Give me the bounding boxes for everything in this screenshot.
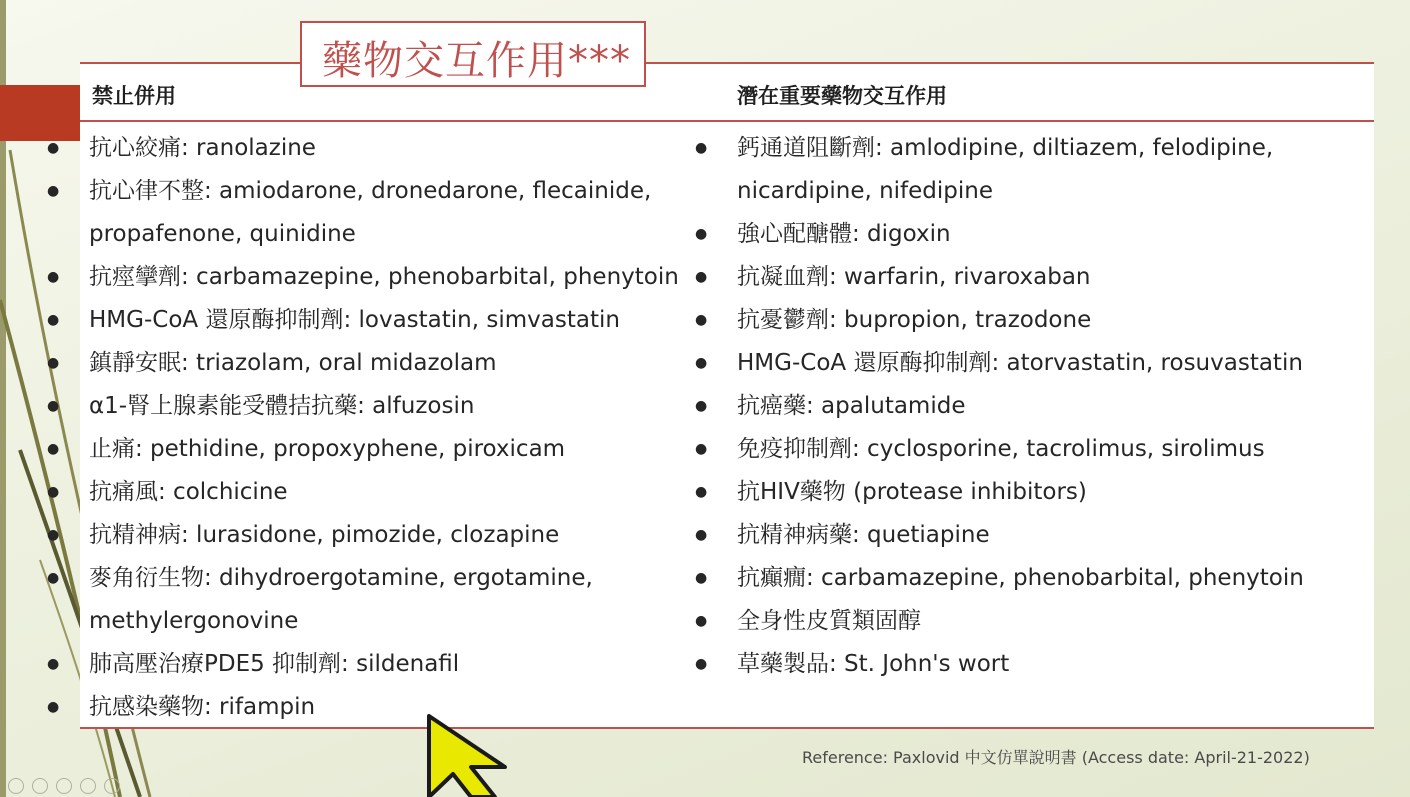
list-item xyxy=(692,428,1292,471)
bullet-icon: ● xyxy=(47,656,60,672)
list-item xyxy=(44,342,654,385)
bullet-icon: ● xyxy=(695,269,708,285)
item-text: 抗精神病藥: quetiapine xyxy=(737,522,990,548)
list-item-continuation xyxy=(692,170,1292,213)
contraindicated-list xyxy=(44,127,679,729)
item-text: 抗凝血劑: warfarin, rivaroxaban xyxy=(737,264,1091,290)
bullet-icon: ● xyxy=(47,140,60,156)
item-text: 鈣通道阻斷劑: amlodipine, diltiazem, felodipine, xyxy=(737,135,1274,161)
item-text: 抗感染藥物: rifampin xyxy=(89,694,316,720)
list-item xyxy=(44,514,654,557)
bullet-icon: ● xyxy=(695,441,708,457)
bullet-icon: ● xyxy=(47,183,60,199)
list-item xyxy=(44,127,654,170)
bullet-icon: ● xyxy=(695,613,708,629)
list-item xyxy=(44,686,654,729)
item-text: 鎮靜安眠: triazolam, oral midazolam xyxy=(89,350,497,376)
right-column-header: 潛在重要藥物交互作用 xyxy=(737,84,947,108)
bullet-icon: ● xyxy=(695,656,708,672)
bullet-icon: ● xyxy=(695,527,708,543)
bullet-icon: ● xyxy=(695,570,708,586)
bullet-icon: ● xyxy=(695,312,708,328)
potential-interaction-list xyxy=(692,127,1304,686)
next-slide-icon[interactable] xyxy=(32,778,48,794)
list-item xyxy=(44,557,654,600)
list-item-continuation xyxy=(44,213,654,256)
item-text: 抗心絞痛: ranolazine xyxy=(89,135,316,161)
bullet-icon: ● xyxy=(47,699,60,715)
bullet-icon: ● xyxy=(47,441,60,457)
item-text: HMG-CoA 還原酶抑制劑: lovastatin, simvastatin xyxy=(89,307,620,333)
left-column-header: 禁止併用 xyxy=(92,84,176,108)
bullet-icon: ● xyxy=(47,312,60,328)
item-text: 抗痙攣劑: carbamazepine, phenobarbital, phenytoin xyxy=(89,264,679,290)
bullet-icon: ● xyxy=(695,226,708,242)
item-text: 抗癲癇: carbamazepine, phenobarbital, phenytoin xyxy=(737,565,1304,591)
item-text: 抗精神病: lurasidone, pimozide, clozapine xyxy=(89,522,560,548)
item-text: 草藥製品: St. John's wort xyxy=(737,651,1010,677)
list-item-continuation xyxy=(44,600,654,643)
item-text: propafenone, quinidine xyxy=(89,221,356,247)
item-text: 抗憂鬱劑: bupropion, trazodone xyxy=(737,307,1092,333)
item-text: 免疫抑制劑: cyclosporine, tacrolimus, sirolimus xyxy=(737,436,1265,462)
list-item xyxy=(44,256,679,299)
item-text: 抗癌藥: apalutamide xyxy=(737,393,966,419)
mouse-pointer-icon xyxy=(425,712,510,797)
item-text: 全身性皮質類固醇 xyxy=(737,608,921,634)
list-item xyxy=(692,213,1292,256)
item-text: 抗痛風: colchicine xyxy=(89,479,288,505)
item-text: 麥角衍生物: dihydroergotamine, ergotamine, xyxy=(89,565,593,591)
item-text: methylergonovine xyxy=(89,608,299,634)
slide-title-box xyxy=(300,21,646,87)
list-item xyxy=(692,471,1292,514)
item-text: 止痛: pethidine, propoxyphene, piroxicam xyxy=(89,436,566,462)
item-text: 肺高壓治療PDE5 抑制劑: sildenafil xyxy=(89,651,460,677)
pen-tool-icon[interactable] xyxy=(56,778,72,794)
previous-slide-icon[interactable] xyxy=(8,778,24,794)
bullet-icon: ● xyxy=(695,140,708,156)
zoom-icon[interactable] xyxy=(80,778,96,794)
bullet-icon: ● xyxy=(695,355,708,371)
reference-note: Reference: Paxlovid 中文仿單說明書 (Access date: April-21-2022) xyxy=(802,748,1310,767)
list-item xyxy=(44,299,654,342)
item-text: 抗HIV藥物 (protease inhibitors) xyxy=(737,479,1087,505)
item-text: α1-腎上腺素能受體拮抗藥: alfuzosin xyxy=(89,393,475,419)
item-text: 強心配醣體: digoxin xyxy=(737,221,951,247)
list-item xyxy=(44,643,654,686)
table-header-row xyxy=(80,64,1374,122)
list-item xyxy=(692,514,1292,557)
menu-icon[interactable] xyxy=(104,778,120,794)
bullet-icon: ● xyxy=(695,484,708,500)
item-text: nicardipine, nifedipine xyxy=(737,178,994,204)
list-item xyxy=(692,299,1292,342)
list-item xyxy=(692,600,1292,643)
list-item xyxy=(44,471,654,514)
list-item xyxy=(44,170,654,213)
list-item xyxy=(692,643,1292,686)
bullet-icon: ● xyxy=(47,570,60,586)
item-text: HMG-CoA 還原酶抑制劑: atorvastatin, rosuvastatin xyxy=(737,350,1303,376)
list-item xyxy=(692,385,1292,428)
bullet-icon: ● xyxy=(47,398,60,414)
bullet-icon: ● xyxy=(47,527,60,543)
slide-navigation-controls[interactable] xyxy=(8,778,120,797)
bullet-icon: ● xyxy=(47,355,60,371)
slide-title: 藥物交互作用*** xyxy=(322,38,631,84)
bullet-icon: ● xyxy=(47,484,60,500)
list-item xyxy=(44,428,654,471)
list-item xyxy=(692,557,1304,600)
item-text: 抗心律不整: amiodarone, dronedarone, flecainide, xyxy=(89,178,652,204)
list-item xyxy=(44,385,654,428)
list-item xyxy=(692,127,1292,170)
list-item xyxy=(692,342,1303,385)
bullet-icon: ● xyxy=(695,398,708,414)
list-item xyxy=(692,256,1292,299)
bullet-icon: ● xyxy=(47,269,60,285)
